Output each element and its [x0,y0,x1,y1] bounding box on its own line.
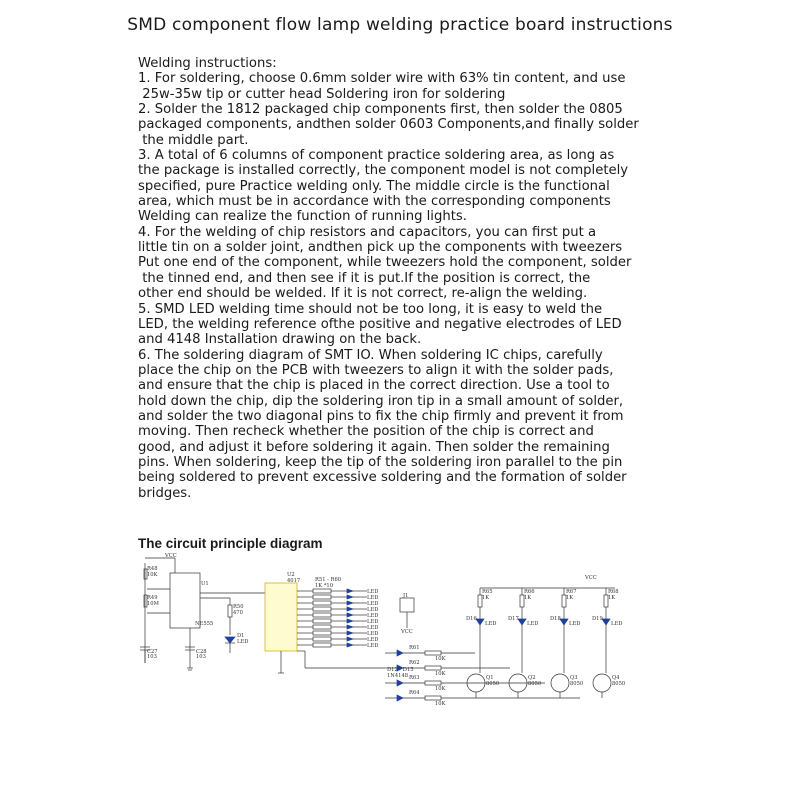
instruction-line: 5. SMD LED welding time should not be too long, it is easy to weld the [138,301,603,317]
vcc-label-j1: VCC [401,629,413,635]
dnet-label: D12 - D15 [387,667,414,673]
dnet-resistor-label: R61 [409,645,420,651]
rnet-led [347,631,353,635]
rnet-led-label: LED [367,625,379,631]
rnet-led-label: LED [367,637,379,643]
r48-label: R48 [147,566,158,572]
instruction-line: Welding instructions: [138,56,277,71]
q-value: 8050 [570,681,584,687]
rnet-led-label: LED [367,607,379,613]
q-label: Q1 [486,675,494,681]
rnet-led-label: LED [367,643,379,649]
rnet-led-label: LED [367,619,379,625]
instruction-line: being soldered to prevent excessive soldering and the formation of solder [138,470,627,486]
rnet-led [347,643,353,647]
rnet-resistor [313,625,331,629]
instruction-line: hold down the chip, dip the soldering iron tip in a small amount of solder, [138,393,624,409]
q-led-type: LED [569,621,581,627]
instruction-line: pins. When soldering, keep the tip of the soldering iron parallel to the pin [138,454,623,470]
rnet-led [347,625,353,629]
r49-value: 10M [147,601,159,607]
rnet-led-label: LED [367,631,379,637]
q-transistor [593,674,611,692]
rnet-label: R51 - R60 [315,577,342,583]
rnet-led [347,637,353,641]
instruction-line: packaged components, andthen solder 0603 Components,and finally solder [138,117,639,133]
rnet-led-label: LED [367,595,379,601]
dnet-resistor [425,681,441,685]
q-resistor-label: R65 [482,589,493,595]
u1-label: U1 [201,581,209,587]
dnet-resistor-value: 10K [435,671,446,677]
rnet-led-label: LED [367,601,379,607]
dnet-diode [397,680,403,686]
q-led-type: LED [611,621,623,627]
rnet-resistor [313,607,331,611]
q-value: 8050 [528,681,542,687]
q-value: 8050 [612,681,626,687]
instruction-line: 2. Solder the 1812 packaged chip components first, then solder the 0805 [138,102,623,118]
q-transistor [551,674,569,692]
rnet-led [347,595,353,599]
vcc-label: VCC [165,553,177,559]
r48-value: 10K [147,572,158,578]
instruction-line: the middle part. [138,132,249,148]
dnet-resistor-label: R64 [409,690,420,696]
instruction-line: Welding can realize the function of running lights. [138,209,467,225]
rnet-led [347,607,353,611]
q-led [560,619,568,625]
dnet-diode [397,650,403,656]
dnet-diode [397,695,403,701]
rnet-led-label: LED [367,613,379,619]
instruction-line: LED, the welding reference ofthe positive and negative electrodes of LED [138,316,622,332]
instruction-line: 6. The soldering diagram of SMT IO. When soldering IC chips, carefully [138,347,603,363]
instructions-body [138,56,668,501]
rnet-resistor [313,631,331,635]
q-resistor-value: 1K [608,595,616,601]
rnet-led [347,613,353,617]
dnet-value: 1N4148 [387,673,409,679]
instruction-line: and ensure that the chip is placed in the correct direction. Use a tool to [138,378,610,394]
dnet-resistor [425,651,441,655]
q-resistor-value: 1K [482,595,490,601]
instruction-line: moving. Then recheck whether the position of the chip is correct and [138,424,594,440]
dnet-resistor [425,666,441,670]
q-resistor-label: R68 [608,589,619,595]
instruction-line: and solder the two diagonal pins to fix the chip firmly and prevent it from [138,408,624,424]
q-led-label: D16 [466,616,477,622]
instruction-line: 25w-35w tip or cutter head Soldering iron for soldering [138,86,506,102]
instruction-line: bridges. [138,485,192,501]
rnet-resistor [313,601,331,605]
j1-label: J1 [403,593,409,599]
instruction-line: good, and adjust it before soldering it again. Then solder the remaining [138,439,610,455]
instruction-line: specified, pure Practice welding only. The middle circle is the functional [138,178,610,194]
instruction-line: Put one end of the component, while tweezers hold the component, solder [138,255,632,271]
dnet-resistor-value: 10K [435,686,446,692]
q-led [476,619,484,625]
q-resistor-value: 1K [566,595,574,601]
rnet-led [347,619,353,623]
u1-chip-label: NE555 [195,621,214,627]
c27-label: C27 [147,649,158,655]
instruction-line: 4. For the welding of chip resistors and capacitors, you can first put a [138,224,597,240]
r50-value: 470 [233,610,243,616]
q-led-type: LED [527,621,539,627]
instruction-line: 3. A total of 6 columns of component practice soldering area, as long as [138,148,615,164]
rnet-value: 1K *10 [315,583,334,589]
rnet-led-label: LED [367,589,379,595]
instruction-line: little tin on a solder joint, andthen pick up the components with tweezers [138,240,623,256]
rnet-resistor [313,637,331,641]
c27-value: 103 [147,654,157,660]
q-value: 8050 [486,681,500,687]
r49-label: R49 [147,595,158,601]
q-label: Q2 [528,675,536,681]
q-led-label: D18 [550,616,561,622]
q-led-label: D17 [508,616,519,622]
rnet-resistor [313,643,331,647]
rnet-led [347,601,353,605]
rnet-resistor [313,589,331,593]
dnet-resistor-value: 10K [435,656,446,662]
rnet-led [347,589,353,593]
instruction-line: area, which must be in accordance with the corresponding components [138,194,611,210]
q-label: Q4 [612,675,620,681]
instruction-line: and 4148 Installation drawing on the back. [138,332,422,348]
q-resistor-value: 1K [524,595,532,601]
rnet-resistor [313,613,331,617]
instruction-line: the tinned end, and then see if it is put.If the position is correct, the [138,270,591,286]
q-led [602,619,610,625]
q-led [518,619,526,625]
q-resistor-label: R66 [524,589,535,595]
dnet-resistor-value: 10K [435,701,446,707]
dnet-resistor-label: R62 [409,660,420,666]
c28-value: 103 [196,654,206,660]
document-title: SMD component flow lamp welding practice board instructions [127,15,673,35]
d1-type: LED [237,639,249,645]
instruction-line: 1. For soldering, choose 0.6mm solder wire with 63% tin content, and use [138,71,626,87]
d1-label: D1 [237,633,245,639]
u2-chip-label: 4017 [287,578,301,584]
q-resistor-label: R67 [566,589,577,595]
rnet-resistor [313,595,331,599]
u2-label: U2 [287,572,295,578]
instruction-line: the package is installed correctly, the component model is not completely [138,163,629,179]
circuit-diagram-heading: The circuit principle diagram [138,536,323,551]
instruction-line: other end should be welded. If it is not correct, re-align the welding. [138,286,588,302]
rnet-resistor [313,619,331,623]
dnet-resistor-label: R63 [409,675,420,681]
dnet-resistor [425,696,441,700]
r50-label: R50 [233,604,244,610]
c28-label: C28 [196,649,207,655]
q-label: Q3 [570,675,578,681]
vcc-label-rail: VCC [585,575,597,581]
q-led-label: D19 [592,616,603,622]
instruction-line: place the chip on the PCB with tweezers to align it with the solder pads, [138,362,614,378]
q-led-type: LED [485,621,497,627]
circuit-diagram [135,553,650,713]
